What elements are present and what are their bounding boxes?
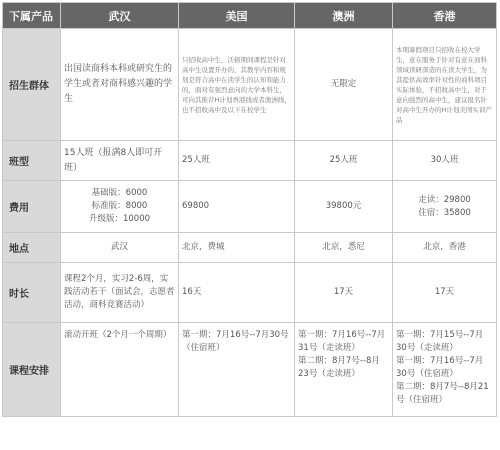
fee-wuhan-standard: 标准版：8000 (91, 201, 148, 211)
cell-location-hongkong: 北京，香港 (393, 233, 497, 263)
row-label-target-group: 招生群体 (3, 29, 61, 141)
row-label-duration: 时长 (3, 263, 61, 323)
row-label-class-size: 班型 (3, 141, 61, 181)
cell-duration-wuhan: 课程2个月，实习2-6周，实践活动若干（面试会，志愿者活动，商科竞赛活动） (61, 263, 179, 323)
cell-target-wuhan: 出国读商科本科或研究生的学生或者对商科感兴趣的学生 (61, 29, 179, 141)
header-wuhan: 武汉 (61, 3, 179, 29)
cell-duration-usa: 16天 (179, 263, 295, 323)
cell-schedule-wuhan: 滚动开班（2个月一个周期） (61, 323, 179, 417)
cell-schedule-hongkong (393, 323, 497, 417)
cell-fee-usa: 69800 (179, 181, 295, 233)
cell-location-usa: 北京，费城 (179, 233, 295, 263)
row-label-schedule: 课程安排 (3, 323, 61, 417)
product-comparison-table (2, 2, 497, 417)
header-usa: 美国 (179, 3, 295, 29)
table-row-target-group (3, 29, 497, 141)
fee-wuhan-upgrade: 升级版：10000 (88, 214, 151, 224)
cell-class-usa: 25人班 (179, 141, 295, 181)
cell-schedule-australia (295, 323, 393, 417)
cell-target-hongkong: 本期暑假项目只招收在校大学生，意在服务于针对有意在商科领域读研深造的在读大学生，为其提供高效率针对性的商科项目实际体验，不招收高中生，对于意向强烈的高中生，建议报名针对高中生开办的H计划美国实训产品 (393, 29, 497, 141)
schedule-hongkong-session-2: 第二期：8月7号--8月21号（住宿班） (396, 382, 489, 405)
cell-location-australia: 北京，悉尼 (295, 233, 393, 263)
cell-fee-hongkong (393, 181, 497, 233)
header-australia: 澳洲 (295, 3, 393, 29)
cell-fee-wuhan (61, 181, 179, 233)
cell-class-australia: 25人班 (295, 141, 393, 181)
cell-class-wuhan: 15人班（报满8人即可开班） (61, 141, 179, 181)
cell-schedule-usa: 第一期：7月16号--7月30号（住宿班） (179, 323, 295, 417)
header-hongkong: 香港 (393, 3, 497, 29)
cell-target-usa: 只招收高中生，沃顿期间课程是针对高中生设置开办的，其教学内容和规划是符合高中在读学生的认知和能力的，面对有强烈意向的大学本科生，可向其推荐H计划香港线或者澳洲线，也不招收高中及以下在校学生 (179, 29, 295, 141)
fee-wuhan-basic: 基础版：6000 (91, 188, 148, 198)
row-label-location: 地点 (3, 233, 61, 263)
table-row-schedule (3, 323, 497, 417)
header-product-label: 下属产品 (3, 3, 61, 29)
table-row-fee (3, 181, 497, 233)
cell-location-wuhan: 武汉 (61, 233, 179, 263)
table-row-location (3, 233, 497, 263)
row-label-fee: 费用 (3, 181, 61, 233)
table-header-row (3, 3, 497, 29)
schedule-hongkong-session-1a: 第一期：7月15号--7月30号（走读班） (396, 330, 484, 353)
cell-class-hongkong: 30人班 (393, 141, 497, 181)
cell-target-australia: 无限定 (295, 29, 393, 141)
cell-fee-australia: 39800元 (295, 181, 393, 233)
schedule-hongkong-session-1b: 第一期：7月16号--7月30号（住宿班） (396, 356, 484, 379)
schedule-australia-session-1: 第一期：7月16号--7月31号（走读班） (298, 330, 386, 353)
fee-hongkong-commute: 走读：29800 (418, 194, 471, 205)
cell-duration-australia: 17天 (295, 263, 393, 323)
table-row-duration (3, 263, 497, 323)
cell-duration-hongkong: 17天 (393, 263, 497, 323)
schedule-australia-session-2: 第二期：8月7号--8月23号（走读班） (298, 356, 380, 379)
fee-hongkong-boarding: 住宿：35800 (418, 207, 471, 218)
table-row-class-size (3, 141, 497, 181)
